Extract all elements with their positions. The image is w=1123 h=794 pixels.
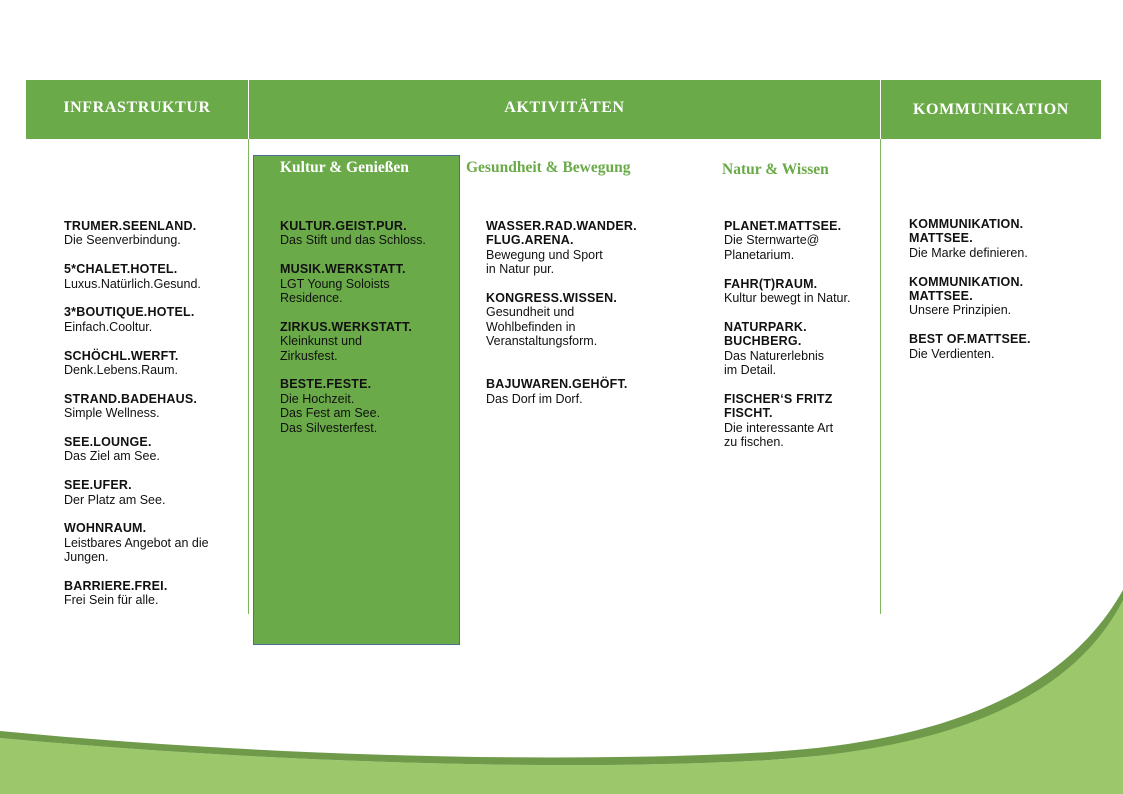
header-infrastruktur: INFRASTRUKTUR (63, 99, 211, 116)
item-title: PLANET.MATTSEE. (724, 219, 842, 233)
item-title: BAJUWAREN.GEHÖFT. (486, 377, 628, 392)
header-bar (26, 80, 1101, 139)
item-title: NATURPARK. (724, 319, 807, 334)
item-description: Das Naturerlebnis (724, 348, 825, 363)
list-item (486, 219, 637, 277)
column-divider-right (880, 139, 881, 614)
item-description: Die Sternwarte@ (724, 233, 820, 248)
item-title: BUCHBERG. (724, 334, 802, 349)
list-item (280, 219, 426, 248)
item-description: Das Fest am See. (280, 406, 381, 421)
item-description: Die interessante Art (724, 420, 834, 435)
list-item (486, 291, 637, 349)
list-item (64, 579, 209, 608)
subheading-gesundheit: Gesundheit & Bewegung (466, 159, 631, 176)
item-description: LGT Young Soloists (280, 276, 390, 291)
item-title: WASSER.RAD.WANDER. (486, 219, 637, 233)
item-title: 3*BOUTIQUE.HOTEL. (64, 305, 195, 320)
item-description: Einfach.Cooltur. (64, 319, 153, 334)
item-description: in Natur pur. (486, 262, 555, 277)
kommunikation-list (909, 217, 1031, 375)
list-item (64, 521, 209, 564)
item-description: Residence. (280, 291, 343, 306)
item-description: Zirkusfest. (280, 348, 338, 363)
header-aktivitaeten: AKTIVITÄTEN (504, 99, 625, 116)
item-title: STRAND.BADEHAUS. (64, 391, 198, 406)
item-title: BEST OF.MATTSEE. (909, 332, 1031, 347)
list-item (724, 277, 850, 306)
item-title: KOMMUNIKATION. (909, 217, 1024, 231)
item-description: Veranstaltungsform. (486, 334, 598, 349)
item-description: Das Dorf im Dorf. (486, 391, 583, 406)
subheading-natur: Natur & Wissen (722, 161, 829, 178)
item-title: TRUMER.SEENLAND. (64, 219, 197, 233)
item-description: Das Stift und das Schloss. (280, 233, 426, 248)
list-item (64, 262, 209, 291)
item-description: Jungen. (64, 550, 109, 565)
item-description: Kultur bewegt in Natur. (724, 291, 851, 306)
item-description: Gesundheit und (486, 305, 575, 320)
item-description: Das Silvesterfest. (280, 420, 378, 435)
list-item (280, 262, 426, 305)
item-description: Simple Wellness. (64, 406, 160, 421)
item-title: SEE.UFER. (64, 478, 132, 493)
list-item (64, 305, 209, 334)
list-item (909, 217, 1031, 260)
item-description: zu fischen. (724, 435, 784, 450)
list-item (486, 377, 637, 406)
item-title: KULTUR.GEIST.PUR. (280, 219, 407, 233)
list-item (724, 392, 850, 450)
column-divider-left (248, 139, 249, 614)
kultur-list (280, 219, 426, 449)
item-description: Wohlbefinden in (486, 319, 576, 334)
item-title: FISCHT. (724, 406, 773, 421)
header-kommunikation: KOMMUNIKATION (913, 101, 1069, 118)
item-title: FAHR(T)RAUM. (724, 276, 818, 291)
item-title: BESTE.FESTE. (280, 377, 372, 392)
item-description: Luxus.Natürlich.Gesund. (64, 276, 201, 291)
list-item (64, 349, 209, 378)
item-title: SEE.LOUNGE. (64, 435, 152, 450)
item-description: im Detail. (724, 363, 777, 378)
list-item (280, 320, 426, 363)
item-title: WOHNRAUM. (64, 521, 147, 536)
item-title: BARRIERE.FREI. (64, 579, 168, 594)
subheading-kultur: Kultur & Genießen (280, 159, 409, 176)
list-item (724, 219, 850, 262)
item-description: Unsere Prinzipien. (909, 303, 1012, 318)
list-item (64, 219, 209, 248)
list-item (724, 320, 850, 378)
item-title: MATTSEE. (909, 289, 973, 304)
list-item (64, 435, 209, 464)
infrastruktur-list (64, 219, 209, 622)
item-title: KOMMUNIKATION. (909, 274, 1024, 289)
item-title: ZIRKUS.WERKSTATT. (280, 319, 413, 334)
item-description: Die Verdienten. (909, 346, 995, 361)
natur-list (724, 219, 850, 464)
list-item (280, 377, 426, 435)
item-description: Leistbares Angebot an die (64, 535, 209, 550)
item-description: Das Ziel am See. (64, 449, 160, 464)
item-description: Denk.Lebens.Raum. (64, 363, 178, 378)
item-title: 5*CHALET.HOTEL. (64, 262, 178, 277)
gesundheit-list (486, 219, 637, 421)
item-title: FISCHER‘S FRITZ (724, 391, 833, 406)
item-title: MATTSEE. (909, 231, 973, 246)
item-title: MUSIK.WERKSTATT. (280, 262, 406, 277)
item-description: Die Seenverbindung. (64, 233, 181, 248)
list-item (64, 478, 209, 507)
item-description: Frei Sein für alle. (64, 593, 159, 608)
item-description: Die Hochzeit. (280, 391, 355, 406)
list-item (909, 332, 1031, 361)
item-description: Die Marke definieren. (909, 245, 1028, 260)
item-title: FLUG.ARENA. (486, 233, 574, 248)
item-title: SCHÖCHL.WERFT. (64, 348, 179, 363)
item-description: Bewegung und Sport (486, 247, 603, 262)
item-description: Der Platz am See. (64, 492, 166, 507)
list-item (909, 275, 1031, 318)
item-description: Planetarium. (724, 247, 795, 262)
item-title: KONGRESS.WISSEN. (486, 291, 617, 306)
item-description: Kleinkunst und (280, 334, 363, 349)
list-item (64, 392, 209, 421)
